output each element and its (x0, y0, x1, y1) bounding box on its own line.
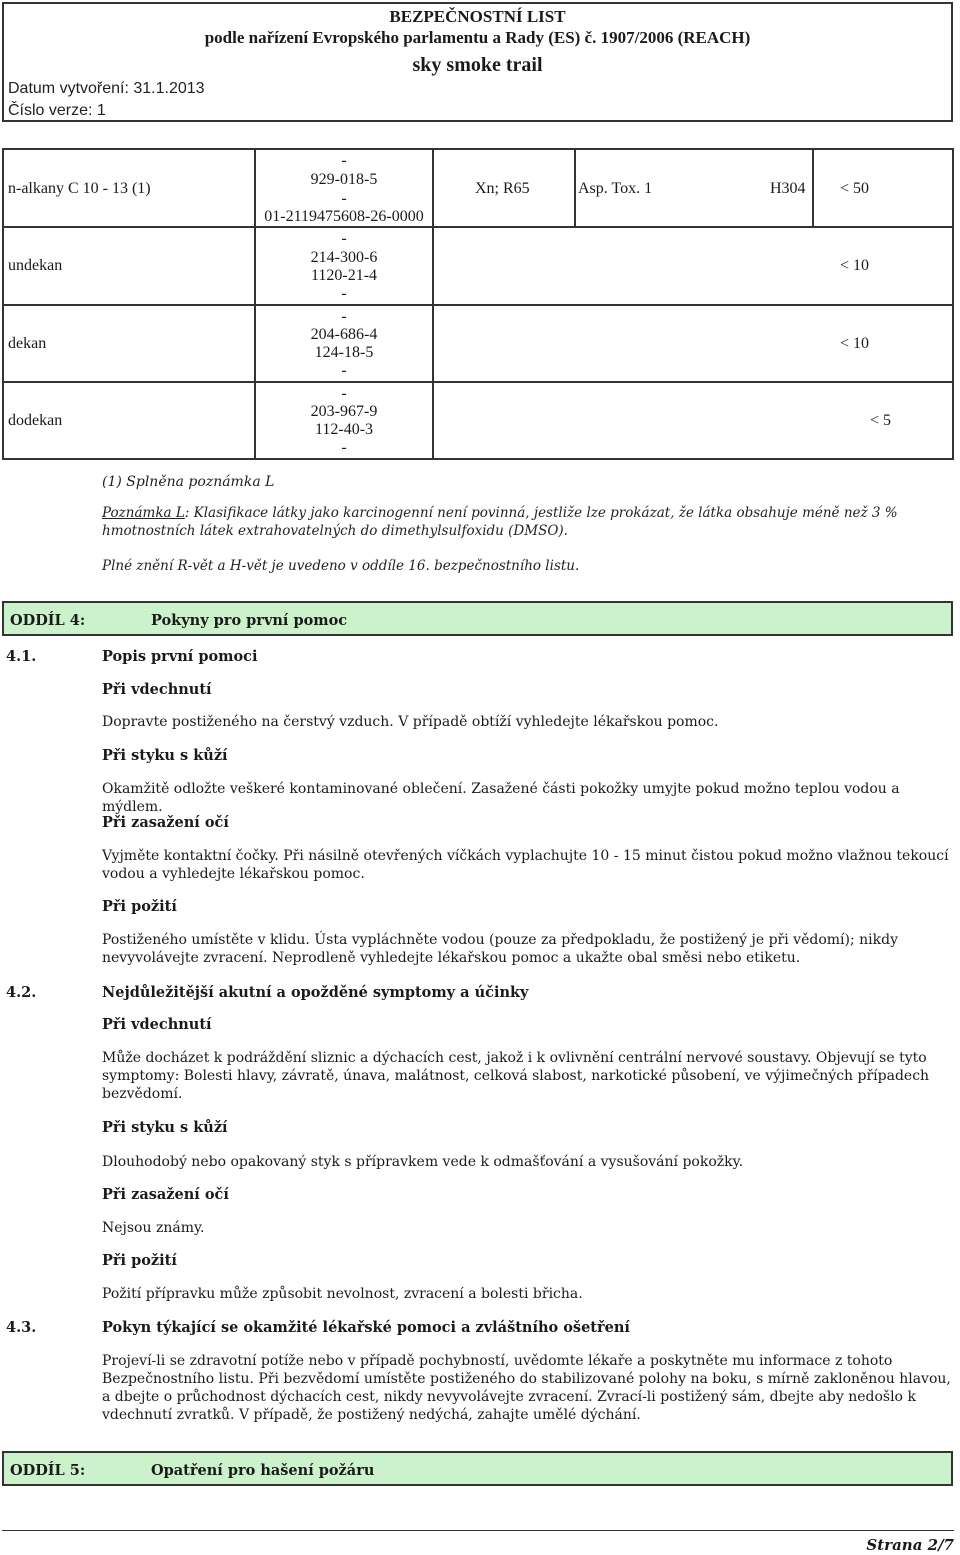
component-concentration: < 10 (840, 257, 870, 274)
exposure-route-heading: Při styku s kůží (102, 1119, 228, 1136)
symptoms-text: Může docházet k podráždění sliznic a dýchacích cest, jakož i k ovlivnění centrální nervové soustavy. Objevují se tyto symptomy: Bolesti hlavy, závratě, únava, malátnost, celková slabost, narkotické působení, ve výjimečných případech bezvědomí. (102, 1050, 930, 1102)
exposure-route-heading: Při zasažení očí (102, 1186, 229, 1203)
full-text-note: Plné znění R-vět a H-vět je uvedeno v oddíle 16. bezpečnostního listu. (102, 558, 580, 574)
component-id: 124-18-5 (314, 344, 374, 361)
component-id: 929-018-5 (310, 171, 378, 188)
component-name: undekan (8, 257, 63, 274)
note-l-text: : Klasifikace látky jako karcinogenní není povinná, jestliže lze prokázat, že látka obsahuje méně než 3 % hmotnostních látek extrahovatelných do dimethylsulfoxidu (DMSO). (102, 505, 898, 539)
component-id: - (341, 285, 347, 302)
component-id: 1120-21-4 (310, 267, 378, 284)
component-footnote: (1) Splněna poznámka L (102, 474, 275, 490)
version-number: Číslo verze: 1 (8, 102, 106, 119)
component-concentration: < 50 (840, 180, 870, 197)
component-id: 204-686-4 (310, 326, 378, 343)
component-id: - (341, 190, 347, 207)
component-id: - (341, 385, 347, 402)
subsection-title: Nejdůležitější akutní a opožděné symptomy a účinky (102, 984, 529, 1001)
first-aid-text: Postiženého umístěte v klidu. Ústa vypláchněte vodou (pouze za předpokladu, že postižený je při vědomí); nikdy nevyvolávejte zvracení. Neprodleně vyhledejte lékařskou pomoc a ukažte obal směsi nebo etiketu. (102, 932, 898, 966)
section-title: Pokyny pro první pomoc (151, 612, 348, 629)
document-header (2, 2, 953, 122)
component-id: 203-967-9 (310, 403, 378, 420)
exposure-route-heading: Při vdechnutí (102, 681, 212, 698)
components-table (2, 148, 954, 460)
exposure-route-heading: Při požití (102, 898, 177, 915)
component-id: - (341, 152, 347, 169)
component-classification: Xn; R65 (475, 180, 530, 197)
document-title: BEZPEČNOSTNÍ LIST (389, 7, 566, 26)
component-name: n-alkany C 10 - 13 (1) (8, 180, 151, 197)
first-aid-text: Okamžitě odložte veškeré kontaminované oblečení. Zasažené části pokožky umyjte pokud možno teplou vodou a mýdlem. (102, 781, 900, 815)
exposure-route-heading: Při zasažení očí (102, 814, 229, 831)
first-aid-text: Dopravte postiženého na čerstvý vzduch. V případě obtíží vyhledejte lékařskou pomoc. (102, 714, 719, 730)
component-id: 112-40-3 (314, 421, 374, 438)
exposure-route-heading: Při styku s kůží (102, 747, 228, 764)
section-number: ODDÍL 4: (10, 612, 86, 629)
component-id: - (341, 230, 347, 247)
component-concentration: < 10 (840, 335, 870, 352)
subsection-number: 4.3. (6, 1319, 37, 1336)
medical-attention-text: Projeví-li se zdravotní potíže nebo v případě pochybností, uvědomte lékaře a poskytněte mu informace z tohoto Bezpečnostního listu. Při bezvědomí umístěte postiženého do stabilizované polohy na boku, s mírně zakloněnou hlavou, a dbejte o průchodnost dýchacích cest, nikdy nevyvolávejte zvracení. Zvrací-li postižený sám, dbejte aby nedošlo k vdechnutí zvratků. V případě, že postižený nedýchá, zahajte umělé dýchání. (102, 1353, 951, 1423)
component-name: dekan (8, 335, 47, 352)
page-number: Strana 2/7 (866, 1536, 954, 1554)
symptoms-text: Požití přípravku může způsobit nevolnost, zvracení a bolesti břicha. (102, 1286, 583, 1302)
component-id: 01-2119475608-26-0000 (264, 208, 424, 225)
section-title: Opatření pro hašení požáru (151, 1462, 375, 1479)
subsection-title: Popis první pomoci (102, 648, 258, 665)
section-5-header (2, 1451, 953, 1486)
note-l (102, 504, 942, 540)
section-4-header (2, 601, 953, 636)
component-name: dodekan (8, 412, 63, 429)
component-id: - (341, 362, 347, 379)
subsection-number: 4.1. (6, 648, 37, 665)
symptoms-text: Dlouhodobý nebo opakovaný styk s přípravkem vede k odmašťování a vysušování pokožky. (102, 1154, 744, 1170)
symptoms-text: Nejsou známy. (102, 1220, 205, 1236)
exposure-route-heading: Při požití (102, 1252, 177, 1269)
product-name: sky smoke trail (412, 54, 543, 76)
component-concentration: < 5 (870, 412, 892, 429)
document-subtitle: podle nařízení Evropského parlamentu a Rady (ES) č. 1907/2006 (REACH) (204, 28, 751, 47)
creation-date: Datum vytvoření: 31.1.2013 (8, 80, 205, 97)
section-number: ODDÍL 5: (10, 1462, 86, 1479)
exposure-route-heading: Při vdechnutí (102, 1016, 212, 1033)
subsection-number: 4.2. (6, 984, 37, 1001)
component-id: - (341, 439, 347, 456)
component-id: - (341, 308, 347, 325)
note-l-label: Poznámka L (102, 505, 185, 521)
component-clp-class: Asp. Tox. 1 (578, 180, 653, 197)
component-h-statement: H304 (770, 180, 806, 197)
first-aid-text: Vyjměte kontaktní čočky. Při násilně otevřených víčkách vyplachujte 10 - 15 minut čistou pokud možno vlažnou tekoucí vodou a vyhledejte lékařskou pomoc. (102, 848, 949, 882)
footer-divider (2, 1530, 954, 1531)
component-id: 214-300-6 (310, 249, 378, 266)
subsection-title: Pokyn týkající se okamžité lékařské pomoci a zvláštního ošetření (102, 1319, 630, 1336)
